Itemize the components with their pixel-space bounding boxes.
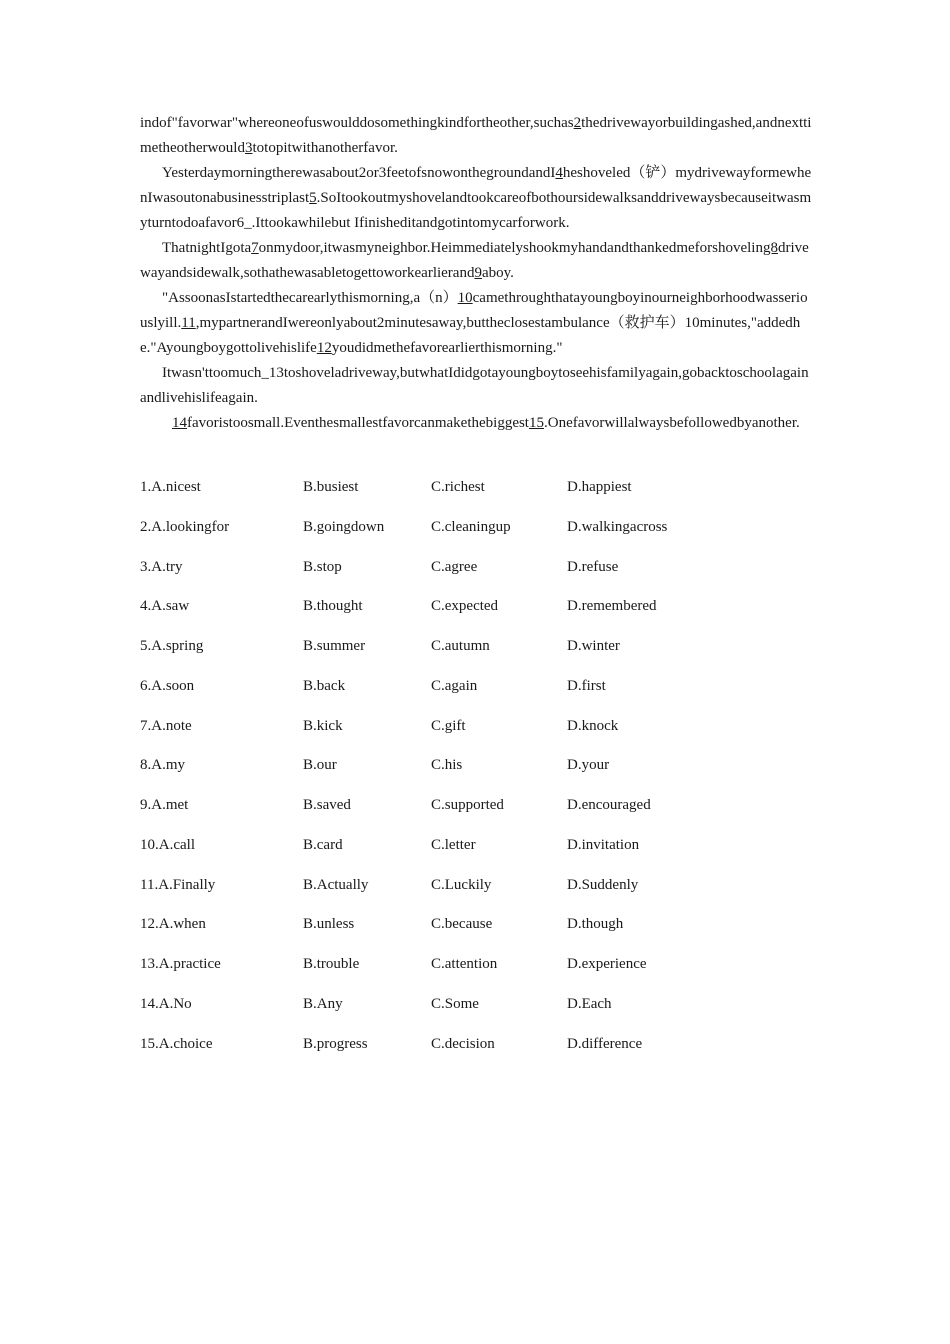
text: youdidmethefavorearlierthismorning." (331, 340, 563, 356)
answer-options (140, 475, 812, 1071)
option-b: B.unless (303, 916, 355, 933)
question-row (140, 674, 812, 714)
option-b: B.kick (303, 717, 343, 734)
option-c: C.letter (431, 836, 476, 853)
option-a: 2.A.lookingfor (140, 518, 230, 535)
option-c: C.gift (431, 717, 466, 734)
blank-9: 9 (474, 265, 482, 281)
blank-10: 10 (457, 290, 473, 306)
text: .Onefavorwillalwaysbefollowedbyanother. (543, 415, 800, 431)
text: camethroughthatayoungboyinourneighborhoodwasseriouslyill. (140, 290, 808, 331)
question-row (140, 714, 812, 754)
option-a: 15.A.choice (140, 1035, 213, 1052)
option-c: C.Some (431, 995, 479, 1012)
option-c: C.attention (431, 956, 498, 972)
option-d: D.remembered (567, 598, 657, 615)
blank-11: 11 (181, 315, 196, 331)
option-c: C.supported (431, 797, 504, 813)
option-a: 8.A.my (140, 757, 185, 774)
text: "AssoonasIstartedthecarearlythismorning,a（n） (162, 290, 458, 306)
option-c: C.because (431, 916, 493, 933)
text: Yesterdaymorningtherewasabout2or3feetofsnowonthegroundandI (162, 165, 556, 181)
option-c: C.Luckily (431, 876, 492, 893)
option-b: B.thought (303, 598, 363, 615)
option-d: D.walkingacross (567, 518, 668, 535)
blank-7: 7 (251, 240, 259, 256)
option-d: D.refuse (567, 558, 619, 575)
blank-4: 4 (555, 165, 563, 181)
option-a: 5.A.spring (140, 638, 204, 654)
option-d: D.your (567, 757, 610, 774)
option-b: B.Any (303, 995, 343, 1012)
option-d: D.winter (567, 638, 620, 654)
blank-3: 3 (244, 140, 253, 156)
option-b: B.saved (303, 797, 351, 813)
option-c: C.his (431, 757, 463, 774)
text: drivewayandsidewalk,sothathewasabletogettoworkearlierand (140, 240, 809, 281)
option-d: D.knock (567, 717, 619, 734)
blank-2: 2 (573, 115, 582, 131)
option-c: C.agree (431, 558, 478, 575)
option-b: B.busiest (303, 479, 359, 495)
option-a: 1.A.nicest (140, 479, 201, 495)
option-a: 14.A.No (140, 995, 192, 1012)
question-row (140, 475, 812, 515)
option-a: 9.A.met (140, 797, 189, 813)
paragraph-3 (140, 236, 812, 286)
option-a: 6.A.soon (140, 677, 195, 694)
option-c: C.richest (431, 479, 485, 495)
option-d: D.experience (567, 956, 647, 972)
option-a: 13.A.practice (140, 956, 221, 972)
option-c: C.cleaningup (431, 518, 511, 535)
question-row (140, 873, 812, 913)
option-d: D.first (567, 677, 606, 694)
question-row (140, 793, 812, 833)
option-d: D.invitation (567, 836, 640, 853)
text: thedrivewayorbuildingashed,andnexttimetheotherwould (140, 115, 812, 156)
option-b: B.card (303, 836, 343, 853)
question-row (140, 555, 812, 595)
option-c: C.decision (431, 1035, 495, 1052)
question-row (140, 833, 812, 873)
paragraph-2 (140, 161, 812, 236)
paragraph-1 (140, 111, 812, 161)
blank-15: 15 (528, 415, 544, 431)
text: onmydoor,itwasmyneighbor.Heimmediatelyshookmyhandandthankedmeforshovelin (258, 240, 763, 256)
question-row (140, 515, 812, 555)
blank-12: 12 (316, 340, 332, 356)
option-a: 12.A.when (140, 916, 206, 933)
question-row (140, 1032, 812, 1072)
option-b: B.progress (303, 1035, 368, 1052)
text: indof"favorwar"whereoneofuswoulddosomethingkindfortheother,suchas (140, 115, 574, 131)
option-d: D.encouraged (567, 797, 651, 813)
text: Itwasn'ttoomuch_13toshoveladriveway,butwhatIdidgotayoungboytoseehisfamilyagain,gobacktoschoolagainandlivehislifeagain. (140, 365, 809, 406)
option-b: B.Actually (303, 876, 369, 893)
passage (140, 111, 812, 436)
option-a: 11.A.Finally (140, 876, 216, 893)
option-b: B.goingdown (303, 518, 385, 535)
paragraph-6 (140, 411, 812, 436)
question-row (140, 992, 812, 1032)
question-row (140, 634, 812, 674)
option-d: D.though (567, 916, 624, 933)
option-d: D.Suddenly (567, 876, 639, 893)
option-c: C.expected (431, 598, 499, 615)
option-a: 10.A.call (140, 836, 195, 853)
option-d: D.Each (567, 995, 612, 1012)
option-a: 4.A.saw (140, 598, 190, 615)
text: heshoveled（铲）mydrivewayformewhenIwasoutonabusinesstriplast (140, 165, 812, 206)
question-row (140, 594, 812, 634)
question-row (140, 912, 812, 952)
blank-14: 14 (172, 415, 187, 431)
option-c: C.again (431, 677, 478, 694)
question-row (140, 753, 812, 793)
text: ThatnightIgota (162, 240, 252, 256)
question-row (140, 952, 812, 992)
option-a: 7.A.note (140, 717, 192, 734)
text: totopitwithanotherfavor. (252, 140, 398, 156)
text: ,mypartnerandIwereonlyabout2minutesaway,buttheclosestambulance（救护车）10minutes,"addedhe."Ayoungboygottolivehislife (140, 315, 801, 356)
text: .SoItookoutmyshovelandtookcareofbothoursidewalksanddrivewaysbecauseitwasmyturntodoafavor6_.Ittookawhilebut Ifinisheditandgotintomycarforwork. (140, 190, 812, 231)
text: favoristoosmall.Eventhesmallestfavorcanmakethebiggest (187, 415, 529, 431)
option-b: B.back (303, 677, 346, 694)
option-b: B.trouble (303, 956, 360, 972)
blank-5: 5 (309, 190, 317, 206)
option-b: B.stop (303, 558, 342, 575)
paragraph-5 (140, 361, 812, 411)
option-b: B.summer (303, 638, 366, 654)
option-c: C.autumn (431, 638, 490, 654)
text: aboy. (481, 265, 514, 281)
option-d: D.difference (567, 1035, 643, 1052)
paragraph-4 (140, 286, 812, 361)
option-a: 3.A.try (140, 558, 183, 575)
option-d: D.happiest (567, 479, 632, 495)
blank-8: g8 (762, 240, 778, 256)
option-b: B.our (303, 757, 337, 774)
